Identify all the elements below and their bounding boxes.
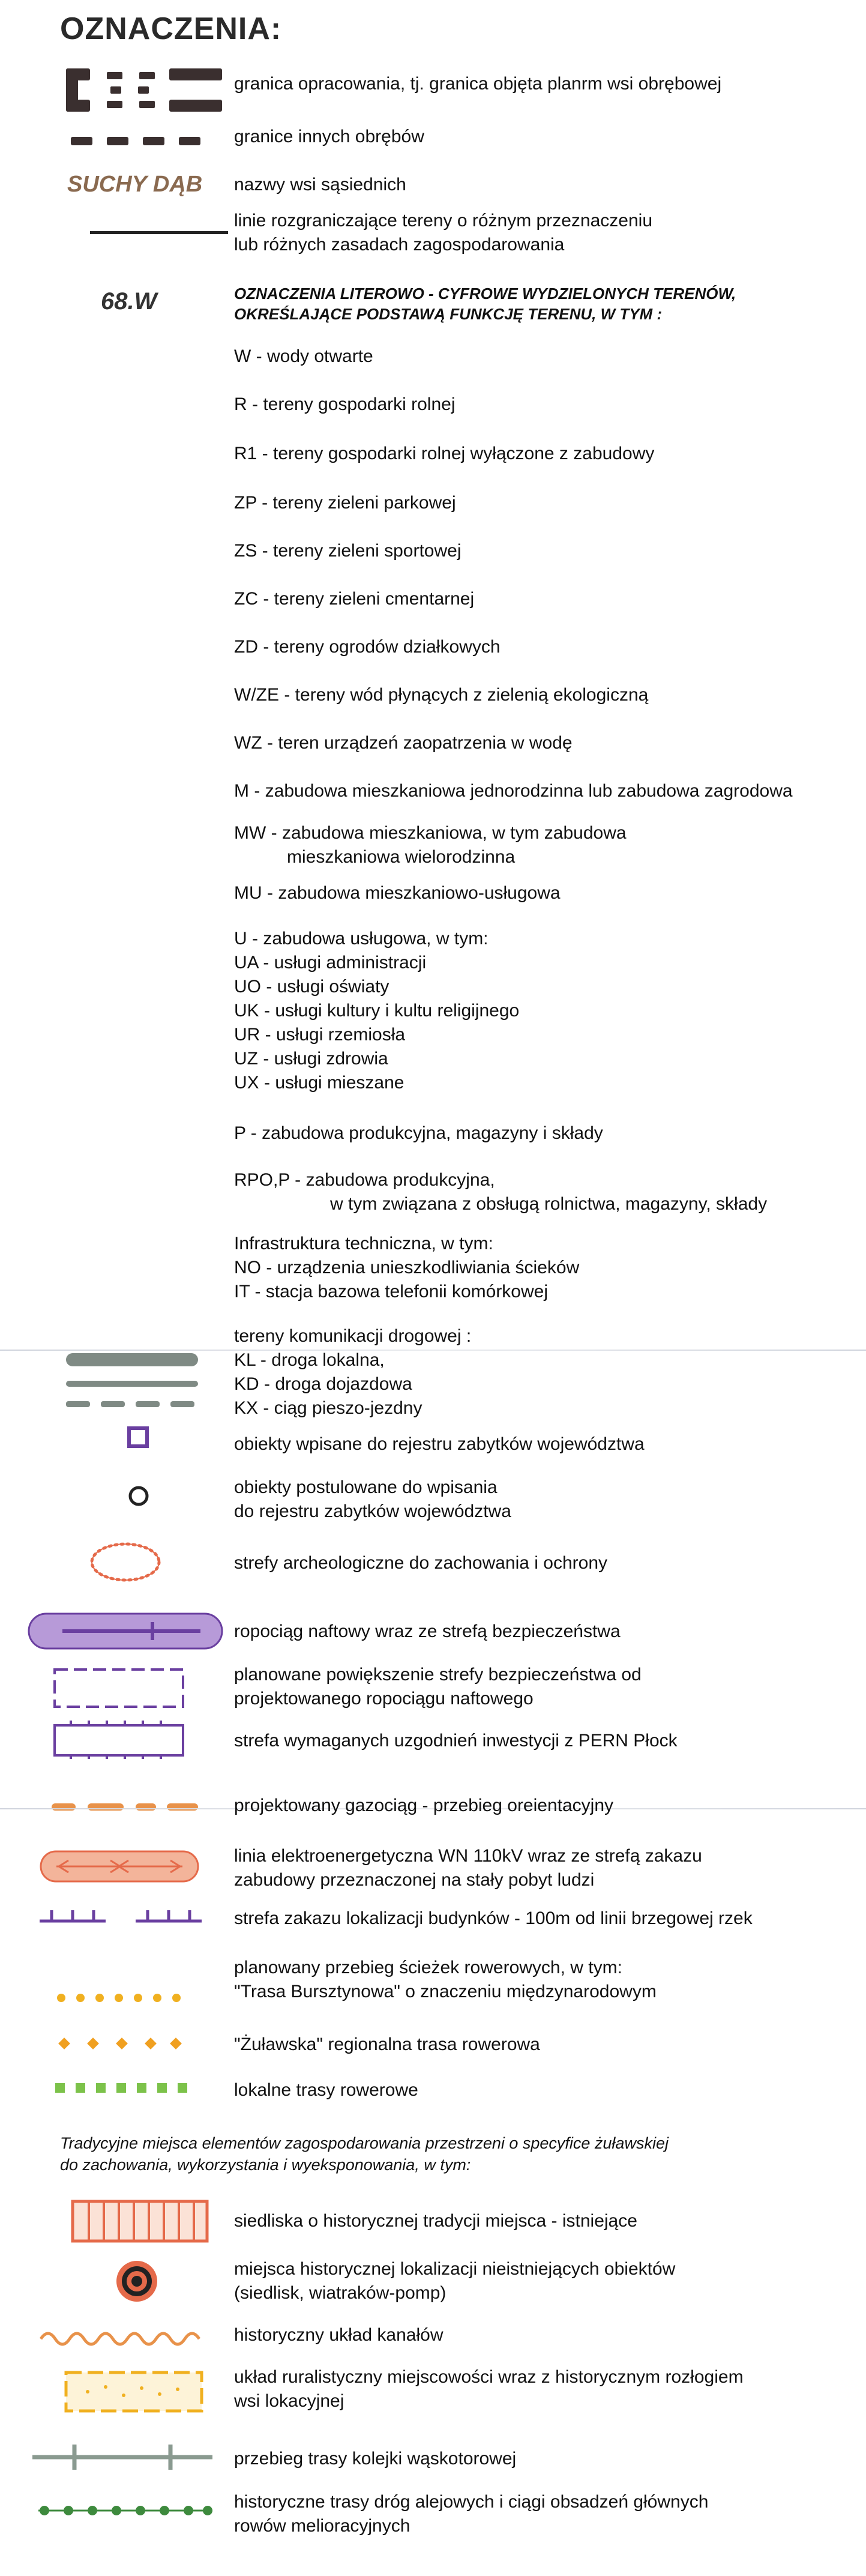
other-boundary-symbol — [71, 132, 215, 150]
code-w: W - wody otwarte — [234, 346, 373, 366]
code-r1: R1 - tereny gospodarki rolnej wyłączone z zabudowy — [234, 444, 655, 463]
alleys-line: historyczne trasy dróg alejowych i ciągi obsadzeń głównych — [234, 2492, 709, 2512]
code-infra — [234, 1232, 579, 1304]
power-line-line: linia elektroenergetyczna WN 110kV wraz ze strefą zakazu — [234, 1846, 702, 1866]
code-infra-line: IT - stacja bazowa telefonii komórkowej — [234, 1282, 549, 1302]
dividing-lines-line: lub różnych zasadach zagospodarowania — [234, 235, 565, 255]
river-zone-label: strefa zakazu lokalizacji budynków - 100m od linii brzegowej rzek — [234, 1908, 753, 1928]
code-r: R - tereny gospodarki rolnej — [234, 394, 456, 414]
narrow-rail-label: przebieg trasy kolejki wąskotorowej — [234, 2449, 517, 2469]
gas-pipeline-label: projektowany gazociąg - przebieg oreientacyjny — [234, 1796, 614, 1815]
code-u-line: U - zabudowa usługowa, w tym: — [234, 929, 489, 949]
code-u-line: UO - usługi oświaty — [234, 977, 389, 997]
code-header — [234, 283, 736, 324]
code-roads-line: KD - droga dojazdowa — [234, 1374, 412, 1394]
code-mw-line: mieszkaniowa wielorodzinna — [287, 847, 516, 867]
code-mw-line: MW - zabudowa mieszkaniowa, w tym zabudowa — [234, 823, 627, 843]
pern-zone-label: strefa wymaganych uzgodnień inwestycji z PERN Płock — [234, 1731, 678, 1751]
archaeology-zone-symbol — [86, 1538, 164, 1586]
power-line-symbol — [38, 1849, 200, 1884]
monuments-proposed-label — [234, 1476, 511, 1524]
proposed-monument-icon — [128, 1485, 149, 1507]
monuments-registered-label: obiekty wpisane do rejestru zabytków województwa — [234, 1434, 645, 1454]
code-u — [234, 927, 519, 1095]
settlements-former-line: miejsca historycznej lokalizacji nieistniejących obiektów — [234, 2259, 676, 2279]
study-boundary-symbol — [60, 66, 228, 114]
traditional-header — [60, 2132, 669, 2176]
code-roads-line: tereny komunikacji drogowej : — [234, 1326, 472, 1346]
oil-pipeline-label: ropociąg naftowy wraz ze strefą bezpieczeństwa — [234, 1621, 621, 1641]
page-title: OZNACZENIA: — [60, 11, 282, 46]
oil-zone-planned-symbol — [53, 1668, 185, 1709]
canals-symbol — [40, 2327, 202, 2345]
code-u-line: UA - usługi administracji — [234, 953, 427, 973]
bike-bursztynowa-symbol — [55, 1991, 181, 2005]
oil-zone-planned-line: projektowanego ropociągu naftowego — [234, 1689, 534, 1709]
settlements-former-label — [234, 2257, 675, 2305]
dividing-line-symbol — [90, 231, 228, 235]
settlements-existing-label: siedliska o historycznej tradycji miejsca - istniejące — [234, 2211, 637, 2231]
code-wze: W/ZE - tereny wód płynących z zielenią ekologiczną — [234, 685, 649, 705]
code-p: P - zabudowa produkcyjna, magazyny i składy — [234, 1123, 603, 1143]
code-rpo-line: RPO,P - zabudowa produkcyjna, — [234, 1170, 495, 1190]
code-header-line: OKREŚLAJĄCE PODSTAWĄ FUNKCJĘ TERENU, W TYM : — [234, 305, 663, 323]
code-header-line: OZNACZENIA LITEROWO - CYFROWE WYDZIELONYCH TERENÓW, — [234, 285, 736, 303]
code-rpo-line: w tym związana z obsługą rolnictwa, magazyny, składy — [330, 1194, 768, 1214]
alleys-label — [234, 2490, 708, 2538]
code-zd: ZD - tereny ogrodów działkowych — [234, 637, 501, 657]
study-boundary-label: granica opracowania, tj. granica objęta planrm wsi obrębowej — [234, 74, 722, 94]
pern-zone-symbol — [53, 1721, 185, 1759]
power-line-label — [234, 1844, 702, 1892]
code-m: M - zabudowa mieszkaniowa jednorodzinna lub zabudowa zagrodowa — [234, 781, 793, 801]
registered-monument-icon — [127, 1426, 149, 1448]
monuments-proposed-line: obiekty postulowane do wpisania — [234, 1477, 498, 1497]
dividing-lines-line: linie rozgraniczające tereny o różnym przeznaczeniu — [234, 211, 653, 231]
rural-layout-label — [234, 2365, 744, 2413]
traditional-header-line: do zachowania, wykorzystania i wyeksponowania, w tym: — [60, 2156, 471, 2174]
village-name-sample: SUCHY DĄB — [67, 172, 203, 197]
bike-zulawska-label: "Żuławska" regionalna trasa rowerowa — [234, 2035, 540, 2054]
bike-paths-line: "Trasa Bursztynowa" o znaczeniu międzynarodowym — [234, 1982, 657, 2001]
archaeology-label: strefy archeologiczne do zachowania i ochrony — [234, 1553, 608, 1573]
oil-zone-planned-label — [234, 1663, 642, 1711]
oil-pipeline-symbol — [26, 1611, 224, 1651]
code-wz: WZ - teren urządzeń zaopatrzenia w wodę — [234, 733, 573, 753]
bike-paths-line: planowany przebieg ścieżek rowerowych, w tym: — [234, 1958, 622, 1977]
code-zs: ZS - tereny zieleni sportowej — [234, 541, 462, 561]
former-settlement-icon — [114, 2258, 160, 2304]
traditional-header-line: Tradycyjne miejsca elementów zagospodarowania przestrzeni o specyfice żuławskiej — [60, 2134, 669, 2152]
bike-local-label: lokalne trasy rowerowe — [234, 2080, 418, 2100]
code-rpo — [234, 1168, 767, 1216]
monuments-proposed-line: do rejestru zabytków województwa — [234, 1501, 511, 1521]
narrow-rail-symbol — [32, 2442, 212, 2472]
code-u-line: UX - usługi mieszane — [234, 1073, 404, 1093]
bike-local-symbol — [55, 2081, 187, 2095]
code-roads-line: KL - droga lokalna, — [234, 1350, 385, 1370]
code-infra-line: NO - urządzenia unieszkodliwiania ścieków — [234, 1258, 580, 1277]
alleys-symbol — [38, 2503, 212, 2518]
rural-layout-line: układ ruralistyczny miejscowości wraz z historycznym rozłogiem — [234, 2367, 744, 2387]
code-mu: MU - zabudowa mieszkaniowo-usługowa — [234, 883, 561, 903]
alleys-line: rowów melioracyjnych — [234, 2516, 410, 2536]
code-mw — [234, 821, 627, 869]
code-u-line: UZ - usługi zdrowia — [234, 1049, 388, 1069]
bike-zulawska-symbol — [58, 2036, 184, 2052]
settlements-former-line: (siedlisk, wiatraków-pomp) — [234, 2283, 447, 2303]
code-roads — [234, 1324, 471, 1420]
village-names-label: nazwy wsi sąsiednich — [234, 175, 406, 195]
code-zc: ZC - tereny zieleni cmentarnej — [234, 589, 475, 609]
gas-pipeline-symbol — [52, 1801, 202, 1813]
settlements-existing-symbol — [71, 2200, 209, 2243]
canals-label: historyczny układ kanałów — [234, 2325, 444, 2345]
code-zp: ZP - tereny zieleni parkowej — [234, 493, 456, 513]
oil-zone-planned-line: planowane powiększenie strefy bezpieczeństwa od — [234, 1665, 642, 1685]
code-u-line: UR - usługi rzemiosła — [234, 1025, 406, 1045]
roads-symbol — [66, 1350, 198, 1422]
rural-layout-line: wsi lokacyjnej — [234, 2391, 344, 2411]
bike-paths-label — [234, 1956, 657, 2004]
sample-code: 68.W — [101, 288, 157, 315]
rural-layout-symbol — [64, 2369, 204, 2415]
river-zone-symbol — [40, 1908, 202, 1926]
code-u-line: UK - usługi kultury i kultu religijnego — [234, 1001, 520, 1021]
code-roads-line: KX - ciąg pieszo-jezdny — [234, 1398, 422, 1418]
code-infra-line: Infrastruktura techniczna, w tym: — [234, 1234, 493, 1253]
other-boundary-label: granice innych obrębów — [234, 127, 424, 146]
power-line-line: zabudowy przeznaczonej na stały pobyt ludzi — [234, 1870, 595, 1890]
dividing-lines-label — [234, 209, 652, 257]
